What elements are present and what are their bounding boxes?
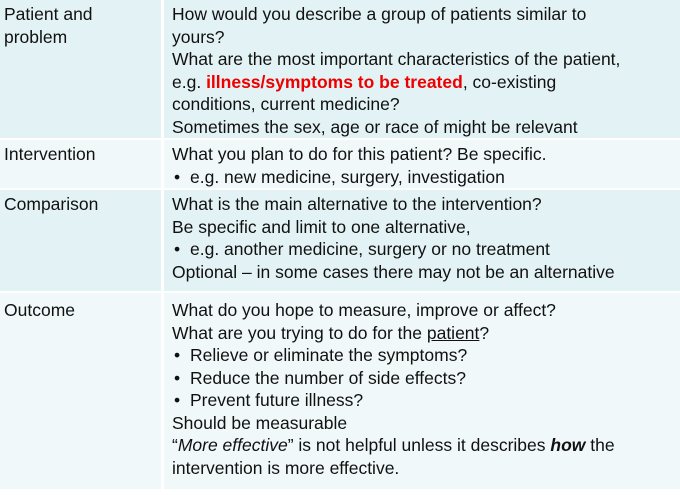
text-line: Should be measurable: [172, 412, 348, 433]
text-line: What are the most important characteristics of the patient,: [172, 49, 621, 69]
label-line: problem: [4, 26, 68, 47]
bullet-item: • e.g. another medicine, surgery or no treatment: [172, 238, 680, 261]
row-label: Outcome: [0, 293, 164, 491]
text-line: conditions, current medicine?: [172, 94, 400, 114]
text: ?: [479, 322, 490, 343]
row-content: [164, 293, 680, 491]
row-patient-problem: [0, 0, 680, 140]
row-label: Intervention: [0, 140, 164, 190]
row-label: Comparison: [0, 190, 164, 293]
text-line: yours?: [172, 26, 225, 47]
row-outcome: [0, 293, 680, 491]
text: What are you trying to do for the: [172, 322, 427, 343]
row-content: [164, 140, 680, 190]
text-line: Optional – in some cases there may not be an alternative: [172, 261, 615, 282]
text-line: What you plan to do for this patient? Be specific.: [172, 144, 547, 164]
highlight-text: illness/symptoms to be treated: [206, 71, 463, 92]
row-content: [164, 190, 680, 293]
row-content: [164, 0, 680, 140]
text-line: Be specific and limit to one alternative,: [172, 216, 471, 237]
row-comparison: [0, 190, 680, 293]
text: , co-existing: [462, 71, 557, 92]
bullet-item: • e.g. new medicine, surgery, investigation: [172, 166, 680, 189]
text-line: [172, 71, 680, 94]
label-line: Patient and: [4, 4, 93, 24]
text-line: intervention is more effective.: [172, 457, 400, 478]
text-line: How would you describe a group of patients similar to: [172, 4, 587, 24]
bullet-item: • Prevent future illness?: [172, 389, 680, 412]
text: ” is not helpful unless it describes: [287, 435, 551, 455]
row-intervention: [0, 140, 680, 190]
text-line: What do you hope to measure, improve or affect?: [172, 300, 556, 320]
text: e.g.: [172, 71, 207, 92]
text-line: What is the main alternative to the intervention?: [172, 194, 542, 214]
bullet-item: • Reduce the number of side effects?: [172, 367, 680, 390]
text: the: [585, 435, 615, 455]
text: “: [172, 435, 178, 455]
bold-italic-text: how: [550, 435, 586, 455]
underlined-text: patient: [426, 322, 480, 343]
text-line: [172, 322, 680, 345]
italic-text: More effective: [177, 435, 288, 455]
text-line: [172, 434, 680, 457]
row-label: [0, 0, 164, 140]
text-line: Sometimes the sex, age or race of might be relevant: [172, 116, 578, 137]
bullet-item: • Relieve or eliminate the symptoms?: [172, 344, 680, 367]
